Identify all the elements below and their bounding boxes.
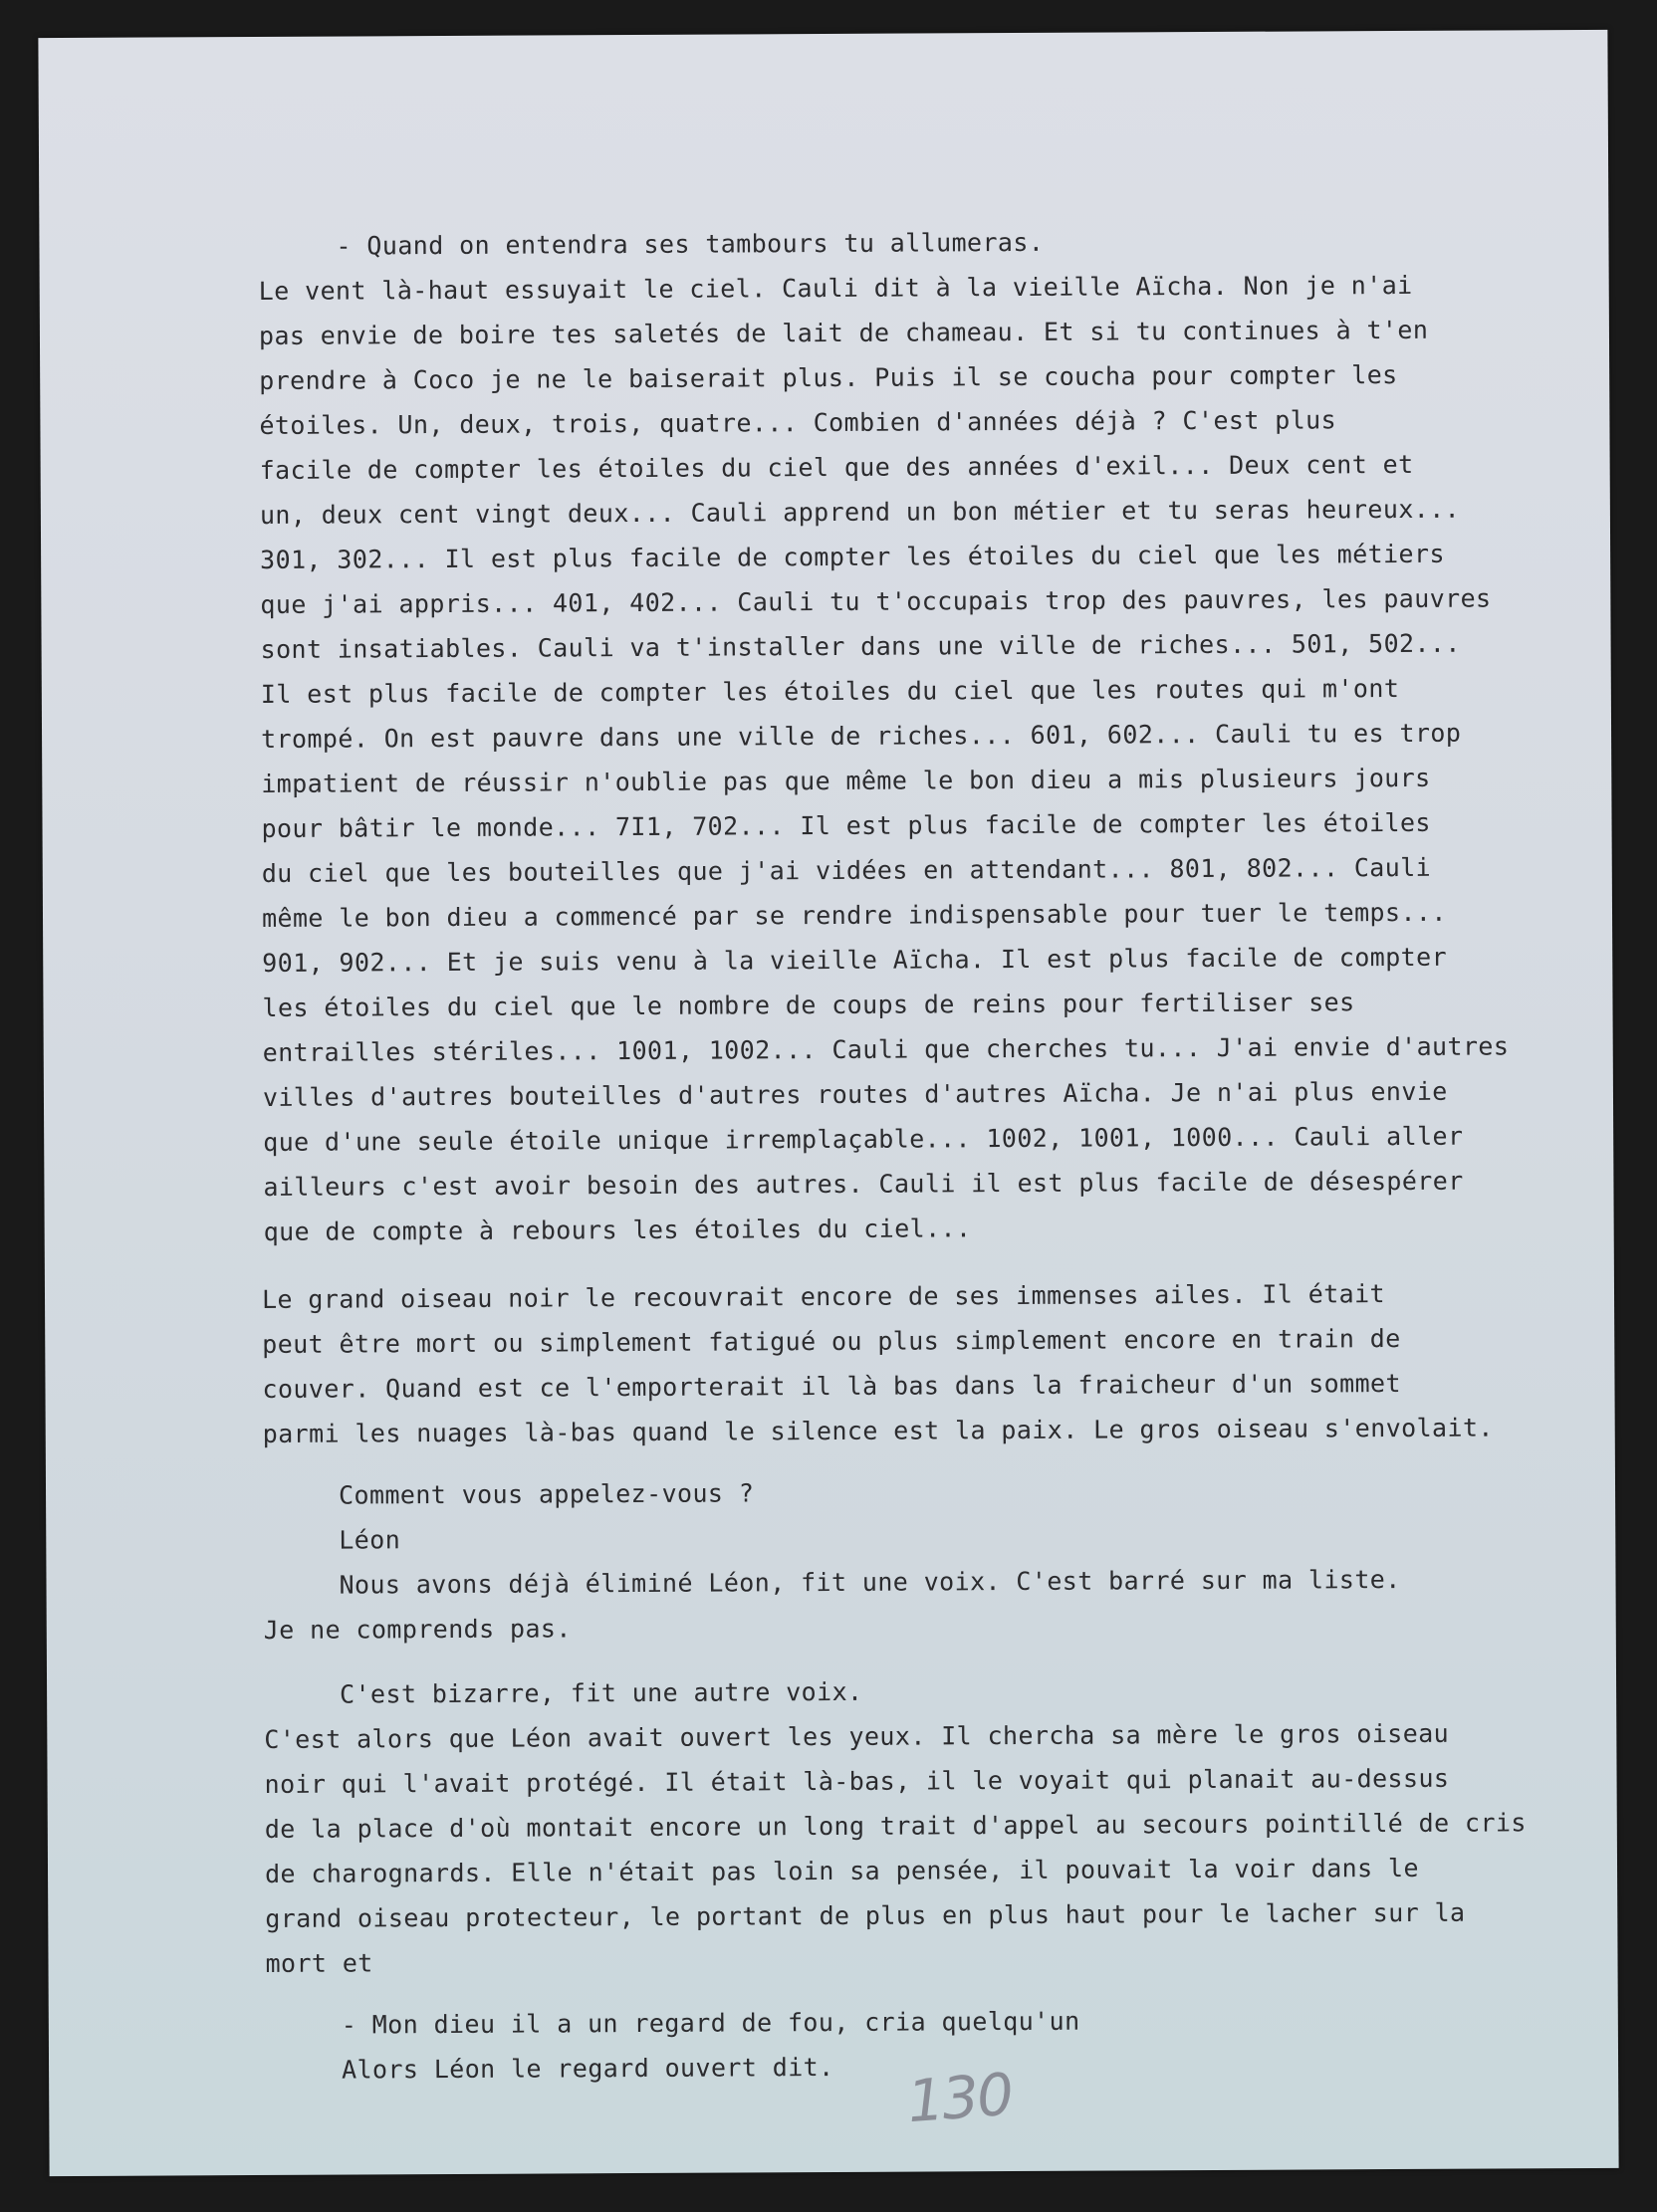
text-line: Alors Léon le regard ouvert dit. [342, 2052, 834, 2085]
text-line: noir qui l'avait protégé. Il était là-bas, il le voyait qui planait au-dessus [264, 1763, 1450, 1799]
text-line: mort et [265, 1948, 373, 1978]
text-line: Le grand oiseau noir le recouvrait encore de ses immenses ailes. Il était [261, 1279, 1386, 1314]
text-line: prendre à Coco je ne le baiserait plus. Puis il se coucha pour compter les [259, 359, 1398, 395]
text-line: ailleurs c'est avoir besoin des autres. Cauli il est plus facile de désespérer [263, 1166, 1464, 1202]
text-line: que j'ai appris... 401, 402... Cauli tu t'occupais trop des pauvres, les pauvres [260, 583, 1492, 619]
text-line: - Mon dieu il a un regard de fou, cria quelqu'un [341, 2006, 1080, 2040]
typed-text-block [38, 30, 1618, 2176]
text-line: couver. Quand est ce l'emporterait il là bas dans la fraicheur d'un sommet [262, 1368, 1401, 1404]
handwritten-page-number: 130 [904, 2060, 1015, 2136]
text-line: Le vent là-haut essuyait le ciel. Cauli dit à la vieille Aïcha. Non je n'ai [258, 270, 1413, 306]
text-line: facile de compter les étoiles du ciel que des années d'exil... Deux cent et [259, 449, 1414, 485]
text-line: Comment vous appelez-vous ? [338, 1478, 755, 1510]
text-line: un, deux cent vingt deux... Cauli apprend un bon métier et tu seras heureux... [259, 494, 1461, 530]
text-line: - Quand on entendra ses tambours tu allumeras. [336, 227, 1045, 261]
text-line: grand oiseau protecteur, le portant de plus en plus haut pour le lacher sur la [265, 1897, 1466, 1933]
text-line: sont insatiables. Cauli va t'installer dans une ville de riches... 501, 502... [260, 628, 1461, 664]
text-line: même le bon dieu a commencé par se rendre indispensable pour tuer le temps... [261, 897, 1447, 933]
text-line: du ciel que les bouteilles que j'ai vidées en attendant... 801, 802... Cauli [261, 852, 1432, 888]
text-line: Nous avons déjà éliminé Léon, fit une voix. C'est barré sur ma liste. [339, 1564, 1401, 1600]
text-line: C'est alors que Léon avait ouvert les yeux. Il chercha sa mère le gros oiseau [264, 1718, 1450, 1754]
text-line: Léon [339, 1525, 401, 1555]
text-line: 901, 902... Et je suis venu à la vieille Aïcha. Il est plus facile de compter [262, 942, 1448, 978]
text-line: C'est bizarre, fit une autre voix. [340, 1676, 863, 1709]
text-line: que d'une seule étoile unique irremplaçable... 1002, 1001, 1000... Cauli aller [263, 1121, 1464, 1157]
text-line: impatient de réussir n'oublie pas que même le bon dieu a mis plusieurs jours [261, 763, 1431, 798]
text-line: de la place d'où montait encore un long trait d'appel au secours pointillé de cris [264, 1808, 1527, 1844]
text-line: que de compte à rebours les étoiles du ciel... [263, 1214, 972, 1246]
text-line: trompé. On est pauvre dans une ville de riches... 601, 602... Cauli tu es trop [261, 718, 1462, 754]
text-line: de charognards. Elle n'était pas loin sa pensée, il pouvait la voir dans le [264, 1853, 1419, 1888]
text-line: peut être mort ou simplement fatigué ou plus simplement encore en train de [262, 1323, 1401, 1359]
text-line: parmi les nuages là-bas quand le silence est la paix. Le gros oiseau s'envolait. [262, 1413, 1494, 1448]
text-line: étoiles. Un, deux, trois, quatre... Combien d'années déjà ? C'est plus [259, 405, 1337, 440]
paper-sheet [38, 30, 1618, 2176]
text-line: pas envie de boire tes saletés de lait de chameau. Et si tu continues à t'en [258, 315, 1429, 350]
text-line: entrailles stériles... 1001, 1002... Cauli que cherches tu... J'ai envie d'autres [262, 1031, 1510, 1067]
text-line: pour bâtir le monde... 7I1, 702... Il est plus facile de compter les étoiles [261, 807, 1431, 843]
text-line: les étoiles du ciel que le nombre de coups de reins pour fertiliser ses [262, 988, 1355, 1022]
text-line: 301, 302... Il est plus facile de compter les étoiles du ciel que les métiers [260, 539, 1445, 574]
text-line: Je ne comprends pas. [263, 1614, 572, 1645]
text-line: villes d'autres bouteilles d'autres routes d'autres Aïcha. Je n'ai plus envie [262, 1076, 1448, 1112]
text-line: Il est plus facile de compter les étoiles du ciel que les routes qui m'ont [260, 673, 1400, 709]
